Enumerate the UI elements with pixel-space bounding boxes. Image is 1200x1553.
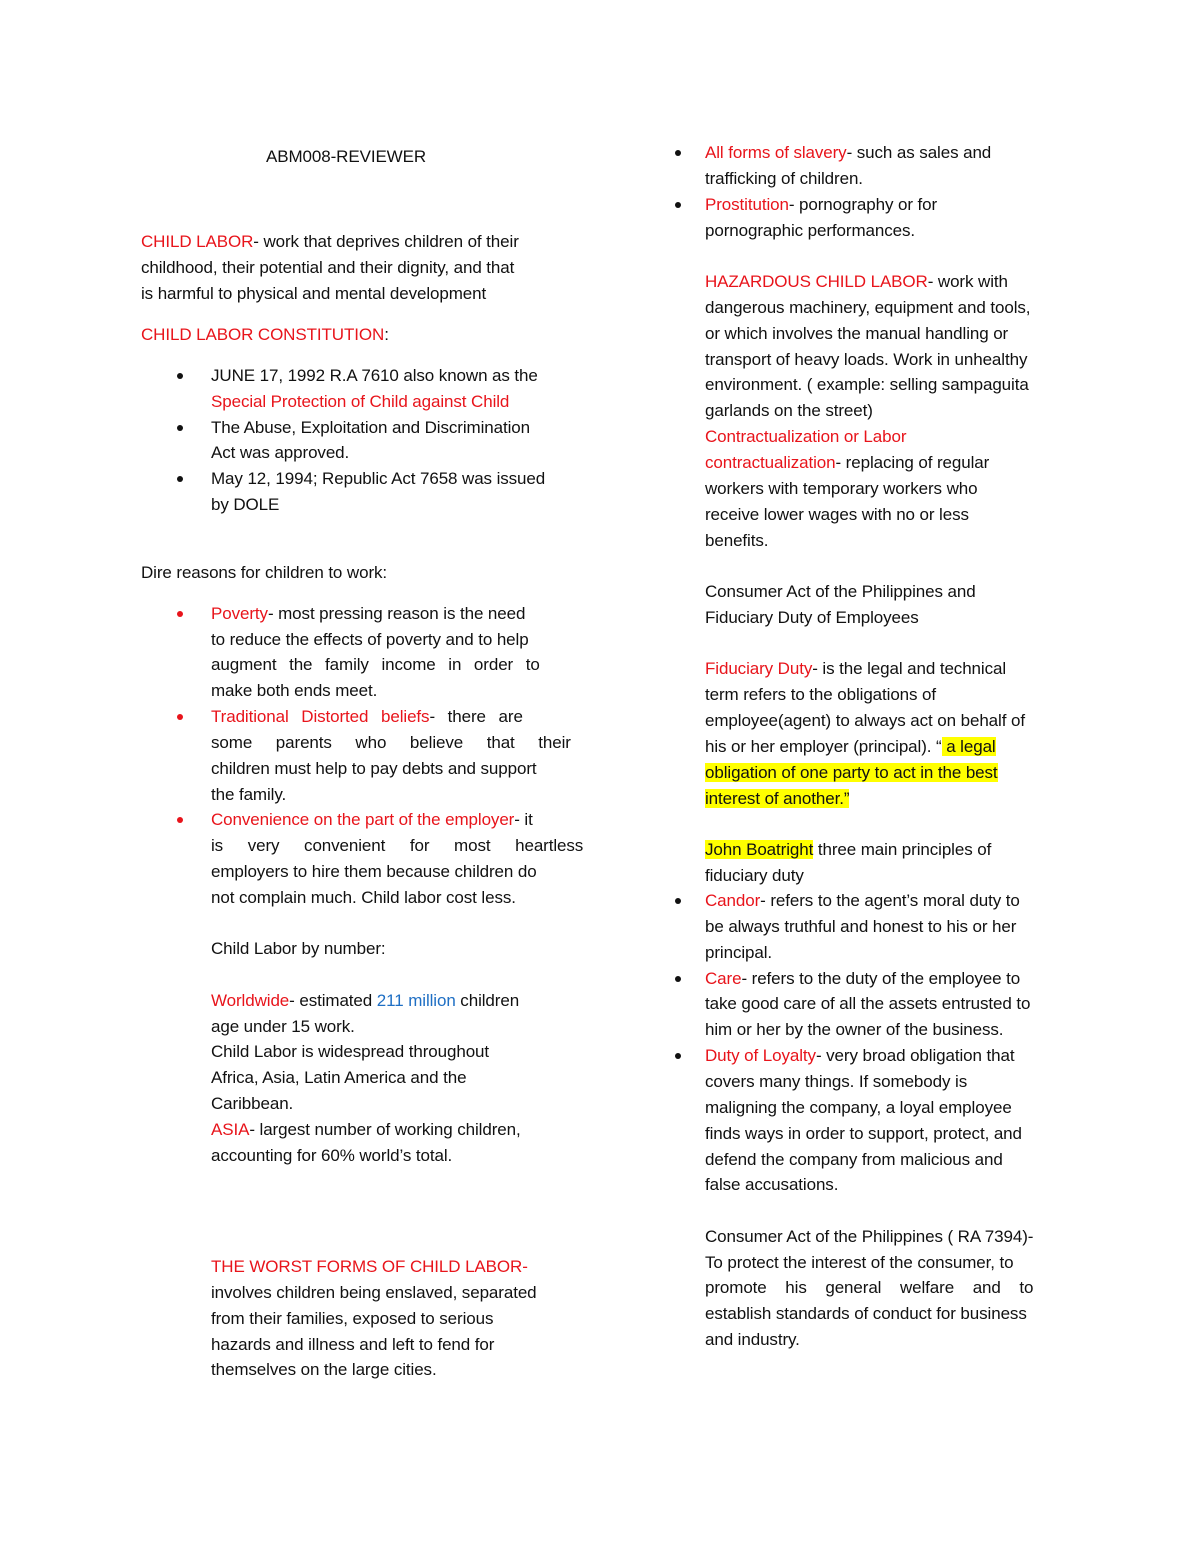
definition-text bbox=[705, 761, 998, 785]
stat-number: 211 million bbox=[376, 991, 456, 1010]
principle-loyalty bbox=[705, 1044, 1014, 1068]
bullet-icon bbox=[177, 373, 183, 379]
term-asia: ASIA bbox=[211, 1120, 250, 1139]
term-slavery: All forms of slavery bbox=[705, 143, 847, 162]
contractualization-definition bbox=[705, 451, 989, 475]
consumer-act-text: Consumer Act of the Philippines ( RA 7394)- bbox=[705, 1227, 1034, 1246]
reason-text: the family. bbox=[211, 785, 287, 804]
principle-text: defend the company from malicious and bbox=[705, 1150, 1003, 1169]
heading-dash: - bbox=[522, 1257, 528, 1276]
list-item: Act was approved. bbox=[211, 443, 350, 462]
hazardous-definition bbox=[705, 270, 1008, 294]
reasons-heading: Dire reasons for children to work: bbox=[141, 563, 388, 582]
term-hazardous: HAZARDOUS CHILD LABOR bbox=[705, 272, 928, 291]
definition-text: receive lower wages with no or less bbox=[705, 505, 969, 524]
reason-text: - there are bbox=[429, 707, 523, 726]
definition-text bbox=[705, 787, 849, 811]
heading-term: CHILD LABOR CONSTITUTION bbox=[141, 325, 385, 344]
stat-text: accounting for 60% world’s total. bbox=[211, 1146, 453, 1165]
term-contractualization: Contractualization or Labor bbox=[705, 427, 907, 446]
principle-text: - very broad obligation that bbox=[815, 1046, 1015, 1065]
bullet-icon bbox=[177, 425, 183, 431]
stat-text: age under 15 work. bbox=[211, 1017, 355, 1036]
term-contractualization-2: contractualization bbox=[705, 453, 836, 472]
definition-text: - replacing of regular bbox=[835, 453, 990, 472]
numbers-heading: Child Labor by number: bbox=[211, 939, 386, 958]
form-text: pornographic performances. bbox=[705, 221, 916, 240]
principle-text: - refers to the agent’s moral duty to bbox=[760, 891, 1020, 910]
definition-text: dangerous machinery, equipment and tools, bbox=[705, 298, 1031, 317]
term-candor: Candor bbox=[705, 891, 761, 910]
bullet-icon bbox=[177, 714, 183, 720]
list-item: by DOLE bbox=[211, 495, 280, 514]
highlighted-quote: interest of another.” bbox=[705, 789, 850, 808]
term-child-labor: CHILD LABOR bbox=[141, 232, 254, 251]
worst-forms-text: themselves on the large cities. bbox=[211, 1360, 437, 1379]
form-text: - pornography or for bbox=[788, 195, 938, 214]
definition-text: or which involves the manual handling or bbox=[705, 324, 1009, 343]
form-text: trafficking of children. bbox=[705, 169, 863, 188]
principle-text: principal. bbox=[705, 943, 773, 962]
list-item: May 12, 1994; Republic Act 7658 was issued bbox=[211, 469, 546, 488]
principle-care bbox=[705, 967, 1020, 991]
reason-beliefs bbox=[211, 705, 523, 729]
term-care: Care bbox=[705, 969, 742, 988]
definition-text bbox=[705, 735, 996, 759]
principle-candor bbox=[705, 889, 1020, 913]
stat-text: - estimated bbox=[289, 991, 377, 1010]
boatright-heading bbox=[705, 838, 991, 862]
principle-text: false accusations. bbox=[705, 1175, 839, 1194]
reason-text: not complain much. Child labor cost less. bbox=[211, 888, 516, 907]
bullet-icon bbox=[177, 476, 183, 482]
definition-text: employee(agent) to always act on behalf of bbox=[705, 711, 1025, 730]
reason-text: employers to hire them because children do bbox=[211, 862, 537, 881]
reason-text: some parents who believe that their bbox=[211, 733, 571, 752]
worst-forms-text: from their families, exposed to serious bbox=[211, 1309, 494, 1328]
consumer-heading: Fiduciary Duty of Employees bbox=[705, 608, 919, 627]
principle-text: him or her by the owner of the business. bbox=[705, 1020, 1004, 1039]
reason-text: is very convenient for most heartless bbox=[211, 836, 584, 855]
principle-text: finds ways in order to support, protect, and bbox=[705, 1124, 1022, 1143]
reason-text: children must help to pay debts and support bbox=[211, 759, 537, 778]
heading-colon: : bbox=[384, 325, 389, 344]
definition-text: environment. ( example: selling sampaguita bbox=[705, 375, 1029, 394]
principle-text: be always truthful and honest to his or her bbox=[705, 917, 1017, 936]
highlighted-quote: obligation of one party to act in the best bbox=[705, 763, 998, 782]
heading-text: fiduciary duty bbox=[705, 866, 804, 885]
reason-text: make both ends meet. bbox=[211, 681, 378, 700]
bullet-icon bbox=[675, 898, 681, 904]
bullet-icon bbox=[675, 976, 681, 982]
reason-text: - most pressing reason is the need bbox=[267, 604, 526, 623]
form-slavery bbox=[705, 141, 991, 165]
consumer-act-text: establish standards of conduct for business bbox=[705, 1304, 1027, 1323]
reason-text: - it bbox=[514, 810, 533, 829]
consumer-heading: Consumer Act of the Philippines and bbox=[705, 582, 976, 601]
reason-text: augment the family income in order to bbox=[211, 655, 540, 674]
term-loyalty: Duty of Loyalty bbox=[705, 1046, 816, 1065]
highlighted-quote: a legal bbox=[941, 737, 996, 756]
form-text: - such as sales and bbox=[846, 143, 992, 162]
principle-text: take good care of all the assets entrusted to bbox=[705, 994, 1031, 1013]
definition-text: workers with temporary workers who bbox=[705, 479, 978, 498]
stat-text: - largest number of working children, bbox=[249, 1120, 521, 1139]
definition-text: is harmful to physical and mental development bbox=[141, 284, 487, 303]
reason-text: to reduce the effects of poverty and to help bbox=[211, 630, 529, 649]
fiduciary-definition bbox=[705, 657, 1006, 681]
definition-text: childhood, their potential and their dignity, and that bbox=[141, 258, 515, 277]
worldwide-stat bbox=[211, 989, 519, 1013]
definition-text: benefits. bbox=[705, 531, 769, 550]
bullet-icon bbox=[675, 202, 681, 208]
list-item: The Abuse, Exploitation and Discrimination bbox=[211, 418, 530, 437]
list-item: JUNE 17, 1992 R.A 7610 also known as the bbox=[211, 366, 538, 385]
worst-forms-heading bbox=[211, 1255, 528, 1279]
term-beliefs: Traditional Distorted beliefs bbox=[211, 707, 430, 726]
bullet-icon bbox=[177, 817, 183, 823]
consumer-act-text: and industry. bbox=[705, 1330, 800, 1349]
term-poverty: Poverty bbox=[211, 604, 268, 623]
definition-text: - is the legal and technical bbox=[812, 659, 1007, 678]
stat-text: Africa, Asia, Latin America and the bbox=[211, 1068, 467, 1087]
principle-text: covers many things. If somebody is bbox=[705, 1072, 968, 1091]
term-worst-forms: THE WORST FORMS OF CHILD LABOR bbox=[211, 1257, 523, 1276]
child-labor-definition bbox=[141, 230, 519, 254]
definition-text: transport of heavy loads. Work in unhealthy bbox=[705, 350, 1028, 369]
worst-forms-text: involves children being enslaved, separated bbox=[211, 1283, 537, 1302]
heading-text: three main principles of bbox=[813, 840, 992, 859]
document-title: ABM008-REVIEWER bbox=[266, 147, 427, 166]
highlighted-name: John Boatright bbox=[705, 840, 814, 859]
bullet-icon bbox=[675, 150, 681, 156]
consumer-act-text: To protect the interest of the consumer, to bbox=[705, 1253, 1014, 1272]
principle-text: - refers to the duty of the employee to bbox=[741, 969, 1021, 988]
stat-text: Caribbean. bbox=[211, 1094, 294, 1113]
principle-text: maligning the company, a loyal employee bbox=[705, 1098, 1012, 1117]
definition-text: - work with bbox=[927, 272, 1008, 291]
asia-stat bbox=[211, 1118, 521, 1142]
reason-convenience bbox=[211, 808, 533, 832]
definition-text: - work that deprives children of their bbox=[253, 232, 519, 251]
stat-text: children bbox=[455, 991, 520, 1010]
bullet-icon bbox=[177, 611, 183, 617]
bullet-icon bbox=[675, 1053, 681, 1059]
definition-text: his or her employer (principal). “ bbox=[705, 737, 942, 756]
worst-forms-text: hazards and illness and left to fend for bbox=[211, 1335, 495, 1354]
list-item-highlight: Special Protection of Child against Child bbox=[211, 392, 510, 411]
form-prostitution bbox=[705, 193, 937, 217]
stat-text: Child Labor is widespread throughout bbox=[211, 1042, 490, 1061]
consumer-act-text: promote his general welfare and to bbox=[705, 1278, 1034, 1297]
definition-text: term refers to the obligations of bbox=[705, 685, 937, 704]
term-worldwide: Worldwide bbox=[211, 991, 290, 1010]
reason-poverty bbox=[211, 602, 565, 626]
constitution-heading bbox=[141, 323, 389, 347]
term-fiduciary: Fiduciary Duty bbox=[705, 659, 813, 678]
definition-text: garlands on the street) bbox=[705, 401, 873, 420]
term-prostitution: Prostitution bbox=[705, 195, 789, 214]
term-convenience: Convenience on the part of the employer bbox=[211, 810, 515, 829]
